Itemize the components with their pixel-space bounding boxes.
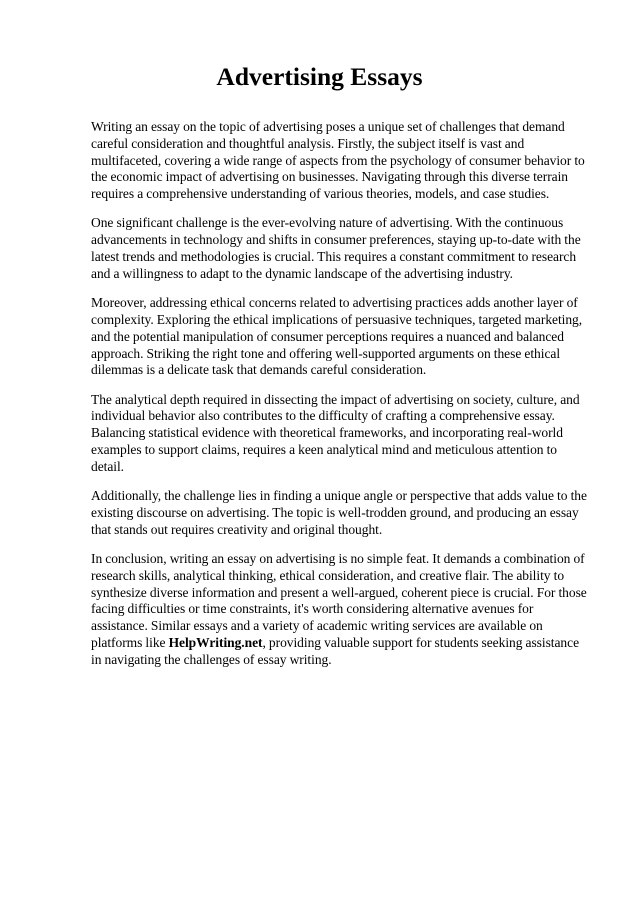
paragraph-intro: Writing an essay on the topic of advertising poses a unique set of challenges that demand careful consideration and thoughtful analysis. Firstly, the subject itself is vast and multifaceted, covering a wide range of aspects from the psychology of consumer behavior to the economic impact of advertising on businesses. Navigating through this diverse terrain requires a comprehensive understanding of various theories, models, and case studies.	[91, 119, 585, 202]
paragraph-conclusion	[91, 551, 592, 669]
paragraph-evolving-nature: One significant challenge is the ever-evolving nature of advertising. With the continuous advancements in technology and shifts in consumer preferences, staying up-to-date with the latest trends and methodologies is crucial. This requires a constant commitment to research and a willingness to adapt to the dynamic landscape of the advertising industry.	[91, 215, 581, 281]
conclusion-text-before: In conclusion, writing an essay on advertising is no simple feat. It demands a combination of research skills, analytical thinking, ethical consideration, and creative flair. The ability to synthesize diverse information and present a well-argued, coherent piece is crucial. For those facing difficulties or time constraints, it's worth considering alternative avenues for assistance. Similar essays and a variety of academic writing services are available on platforms like	[91, 551, 587, 651]
page-title: Advertising Essays	[216, 62, 423, 91]
conclusion-text-after: , providing valuable support for students seeking assistance in navigating the challenges of essay writing.	[91, 635, 580, 667]
paragraph-unique-angle: Additionally, the challenge lies in finding a unique angle or perspective that adds value to the existing discourse on advertising. The topic is well-trodden ground, and producing an essay that stands out requires creativity and original thought.	[91, 488, 587, 537]
helpwriting-site-name: HelpWriting.net	[168, 635, 263, 651]
paragraph-analytical-depth: The analytical depth required in dissecting the impact of advertising on society, culture, and individual behavior also contributes to the difficulty of crafting a comprehensive essay. Balancing statistical evidence with theoretical frameworks, and incorporating real-world examples to support claims, requires a keen analytical mind and meticulous attention to detail.	[91, 391, 580, 474]
paragraph-ethical-concerns: Moreover, addressing ethical concerns related to advertising practices adds another layer of complexity. Exploring the ethical implications of persuasive techniques, targeted marketing, and the potential manipulation of consumer perceptions requires a nuanced and balanced approach. Striking the right tone and offering well-supported arguments on these ethical dilemmas is a delicate task that demands careful consideration.	[91, 295, 583, 378]
